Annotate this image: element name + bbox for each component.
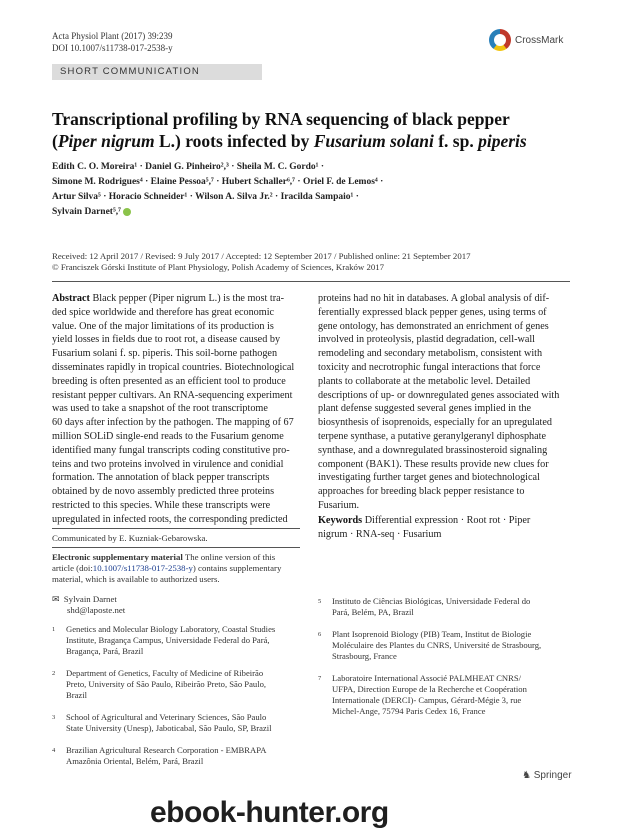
abstract-line: 60 days after infection by the pathogen. The mapping of 67 bbox=[52, 417, 294, 429]
abstract-line: value. One of the major limitations of its production is bbox=[52, 320, 274, 332]
abstract-line: upregulated in infected roots, the corresponding predicted bbox=[52, 513, 288, 525]
affiliations-left bbox=[52, 624, 302, 766]
communicated-by: Communicated by E. Kuzniak-Gebarowska. bbox=[52, 533, 208, 543]
keywords bbox=[318, 514, 570, 542]
abstract-line: ded spice worldwide and therefore has great economic bbox=[52, 306, 275, 318]
journal-citation: Acta Physiol Plant (2017) 39:239 bbox=[52, 31, 173, 41]
abstract-line: teins and two proteins involved in virulence and conidial bbox=[52, 458, 284, 470]
abstract-line: identified many fungal transcripts coding constitutive pro- bbox=[52, 444, 290, 456]
watermark: ebook-hunter.org bbox=[150, 796, 389, 829]
author-list bbox=[52, 160, 522, 220]
title-species: Piper nigrum bbox=[57, 131, 155, 151]
author-line: Sylvain Darnet⁵,⁷ bbox=[52, 205, 522, 220]
author-line: Artur Silva⁵ · Horacio Schneider¹ · Wilson A. Silva Jr.² · Iracilda Sampaio¹ · bbox=[52, 192, 359, 202]
correspondence bbox=[52, 594, 125, 616]
footnote-rule bbox=[52, 547, 300, 548]
footnote-rule bbox=[52, 528, 300, 529]
affiliation-text: Instituto de Ciências Biológicas, Universidade Federal do Pará, Belém, PA, Brazil bbox=[332, 596, 531, 617]
correspondent-email[interactable]: shd@laposte.net bbox=[67, 605, 126, 615]
doi-line: DOI 10.1007/s11738-017-2538-y bbox=[52, 43, 173, 53]
affiliation-text: Laboratoire International Associé PALMHEAT CNRS/ UFPA, Direction Europe de la Recherche et Coopération Internationale (DERCI)- Campus, Gérard-Mégie 3, rue Michel-Ange, 75794 Paris Cedex 16, France bbox=[332, 673, 527, 716]
abstract-line: resistant pepper cultivars. An RNA-sequencing experiment bbox=[52, 389, 293, 401]
affiliation-number: 6 bbox=[318, 631, 322, 638]
abstract-line: component (BAK1). These results provide new clues for bbox=[318, 458, 549, 470]
publication-dates bbox=[52, 251, 572, 273]
affiliation-4 bbox=[52, 745, 302, 767]
affiliation-number: 7 bbox=[318, 675, 322, 682]
divider bbox=[52, 281, 570, 282]
abstract-heading: Abstract bbox=[52, 293, 90, 304]
abstract-line: proteins had no hit in databases. A global analysis of dif- bbox=[318, 293, 550, 304]
article-type-label: SHORT COMMUNICATION bbox=[60, 66, 200, 77]
affiliations-right bbox=[318, 596, 570, 716]
abstract-right-column bbox=[318, 292, 570, 513]
affiliation-2 bbox=[52, 668, 302, 701]
esm-note: Electronic supplementary material The online version of this article (doi:10.1007/s11738-017-2538-y) contains supplementary material, which is available to authorized users. bbox=[52, 552, 282, 584]
title-fungus: Fusarium solani bbox=[313, 131, 434, 151]
affiliation-text: Plant Isoprenoid Biology (PIB) Team, Institut de Biologie Moléculaire des Plantes du CNRS, Université de Strasbourg, Strasbourg, France bbox=[332, 629, 542, 661]
author-line: Simone M. Rodrigues⁴ · Elaine Pessoa⁵,⁷ · Hubert Schaller⁶,⁷ · Oriel F. de Lemos⁴ · bbox=[52, 177, 384, 187]
orcid-icon[interactable] bbox=[123, 208, 131, 216]
author-line: Edith C. O. Moreira¹ · Daniel G. Pinheiro²,³ · Sheila M. C. Gordo¹ · bbox=[52, 162, 325, 172]
abstract-line: biosynthesis of isoprenoids, especially for an upregulated bbox=[318, 417, 552, 429]
crossmark-badge[interactable] bbox=[489, 28, 579, 52]
title-forma: piperis bbox=[478, 131, 527, 151]
crossmark-icon bbox=[489, 29, 511, 51]
abstract-line: remodeling and secondary metabolism, consistent with bbox=[318, 348, 543, 360]
springer-logo: ♞ Springer bbox=[522, 770, 572, 781]
abstract-line: disseminates rapidly in tropical countries. Biotechnological bbox=[52, 361, 295, 373]
affiliation-1 bbox=[52, 624, 302, 657]
abstract-line: Fusarium. bbox=[318, 499, 360, 511]
abstract-line: million SOLiD single-end reads to the Fusarium genome bbox=[52, 430, 284, 442]
abstract-line: investigating further target genes and biotechnological bbox=[318, 472, 540, 484]
abstract-line: toxicity and necrotrophic fungal interactions that force bbox=[318, 361, 541, 373]
esm-doi-link[interactable]: 10.1007/s11738-017-2538-y bbox=[92, 563, 193, 573]
abstract-line: obtained by de novo assembly predicted three proteins bbox=[52, 486, 275, 498]
abstract-line: formation. The annotation of black pepper transcripts bbox=[52, 472, 270, 484]
springer-horse-icon: ♞ bbox=[522, 770, 531, 781]
keywords-line-2: nigrum · RNA-seq · Fusarium bbox=[318, 528, 442, 540]
affiliation-7 bbox=[318, 673, 570, 717]
article-title bbox=[52, 108, 572, 152]
title-line-1: Transcriptional profiling by RNA sequencing of black pepper bbox=[52, 109, 510, 129]
abstract-line: restricted to this species. While these transcripts were bbox=[52, 499, 271, 511]
affiliation-number: 5 bbox=[318, 598, 322, 605]
abstract-line: Abstract Black pepper (Piper nigrum L.) is the most tra- bbox=[52, 293, 285, 304]
envelope-icon: ✉ bbox=[52, 594, 60, 604]
esm-heading: Electronic supplementary material bbox=[52, 552, 183, 562]
abstract-line: terpene synthase, a putative geranylgeranyl diphosphate bbox=[318, 430, 547, 442]
affiliation-text: Genetics and Molecular Biology Laboratory, Coastal Studies Institute, Bragança Campus, Universidade Federal do Pará, Bragança, Pará, Brazil bbox=[66, 624, 276, 656]
correspondent-name: Sylvain Darnet bbox=[63, 594, 117, 604]
affiliation-text: School of Agricultural and Veterinary Sciences, São Paulo State University (Unesp), Jaboticabal, São Paulo, SP, Brazil bbox=[66, 712, 272, 733]
abstract-line: synthase, and a downregulated brassinosteroid signaling bbox=[318, 444, 548, 456]
abstract-line: approaches for breeding black pepper resistance to bbox=[318, 486, 525, 498]
affiliation-6 bbox=[318, 629, 570, 662]
affiliation-3 bbox=[52, 712, 302, 734]
affiliation-text: Department of Genetics, Faculty of Medicine of Ribeirão Preto, University of São Paulo, Ribeirão Preto, São Paulo, Brazil bbox=[66, 668, 267, 700]
abstract-line: plants to collaborate at the metabolic level. Detailed bbox=[318, 375, 531, 387]
affiliation-text: Brazilian Agricultural Research Corporation - EMBRAPA Amazônia Oriental, Belém, Pará, Brazil bbox=[66, 745, 267, 766]
copyright-line: © Franciszek Górski Institute of Plant Physiology, Polish Academy of Sciences, Kraków 2017 bbox=[52, 262, 385, 272]
title-line-2: (Piper nigrum L.) roots infected by Fusarium solani f. sp. piperis bbox=[52, 131, 527, 151]
abstract-line: Fusarium solani f. sp. piperis. This soil-borne pathogen bbox=[52, 348, 278, 360]
affiliation-number: 1 bbox=[52, 626, 56, 633]
abstract-left-column bbox=[52, 292, 301, 527]
abstract-line: plant defense suggested several genes implied in the bbox=[318, 403, 532, 415]
affiliation-number: 2 bbox=[52, 670, 56, 677]
affiliation-number: 4 bbox=[52, 747, 56, 754]
article-type-band bbox=[52, 64, 262, 80]
affiliation-5 bbox=[318, 596, 570, 618]
abstract-line: was used to take a snapshot of the root transcriptome bbox=[52, 403, 268, 415]
keywords-line-1: Keywords Differential expression · Root rot · Piper bbox=[318, 515, 531, 526]
affiliation-number: 3 bbox=[52, 714, 56, 721]
received-line: Received: 12 April 2017 / Revised: 9 July 2017 / Accepted: 12 September 2017 / Published online: 21 September 2017 bbox=[52, 251, 471, 261]
abstract-line: gene ontology, has demonstrated an enrichment of genes bbox=[318, 320, 549, 332]
abstract-line: involved in proteolysis, plastid degradation, cell-wall bbox=[318, 334, 536, 346]
abstract-line: descriptions of up- or downregulated genes associated with bbox=[318, 389, 560, 401]
keywords-heading: Keywords bbox=[318, 515, 363, 526]
abstract-line: yield losses in fields due to root rot, a disease caused by bbox=[52, 334, 281, 346]
abstract-line: breeding is often presented as an efficient tool to produce bbox=[52, 375, 286, 387]
crossmark-label: CrossMark bbox=[515, 34, 564, 46]
abstract-line: ferentially expressed black pepper genes, using terms of bbox=[318, 306, 547, 318]
